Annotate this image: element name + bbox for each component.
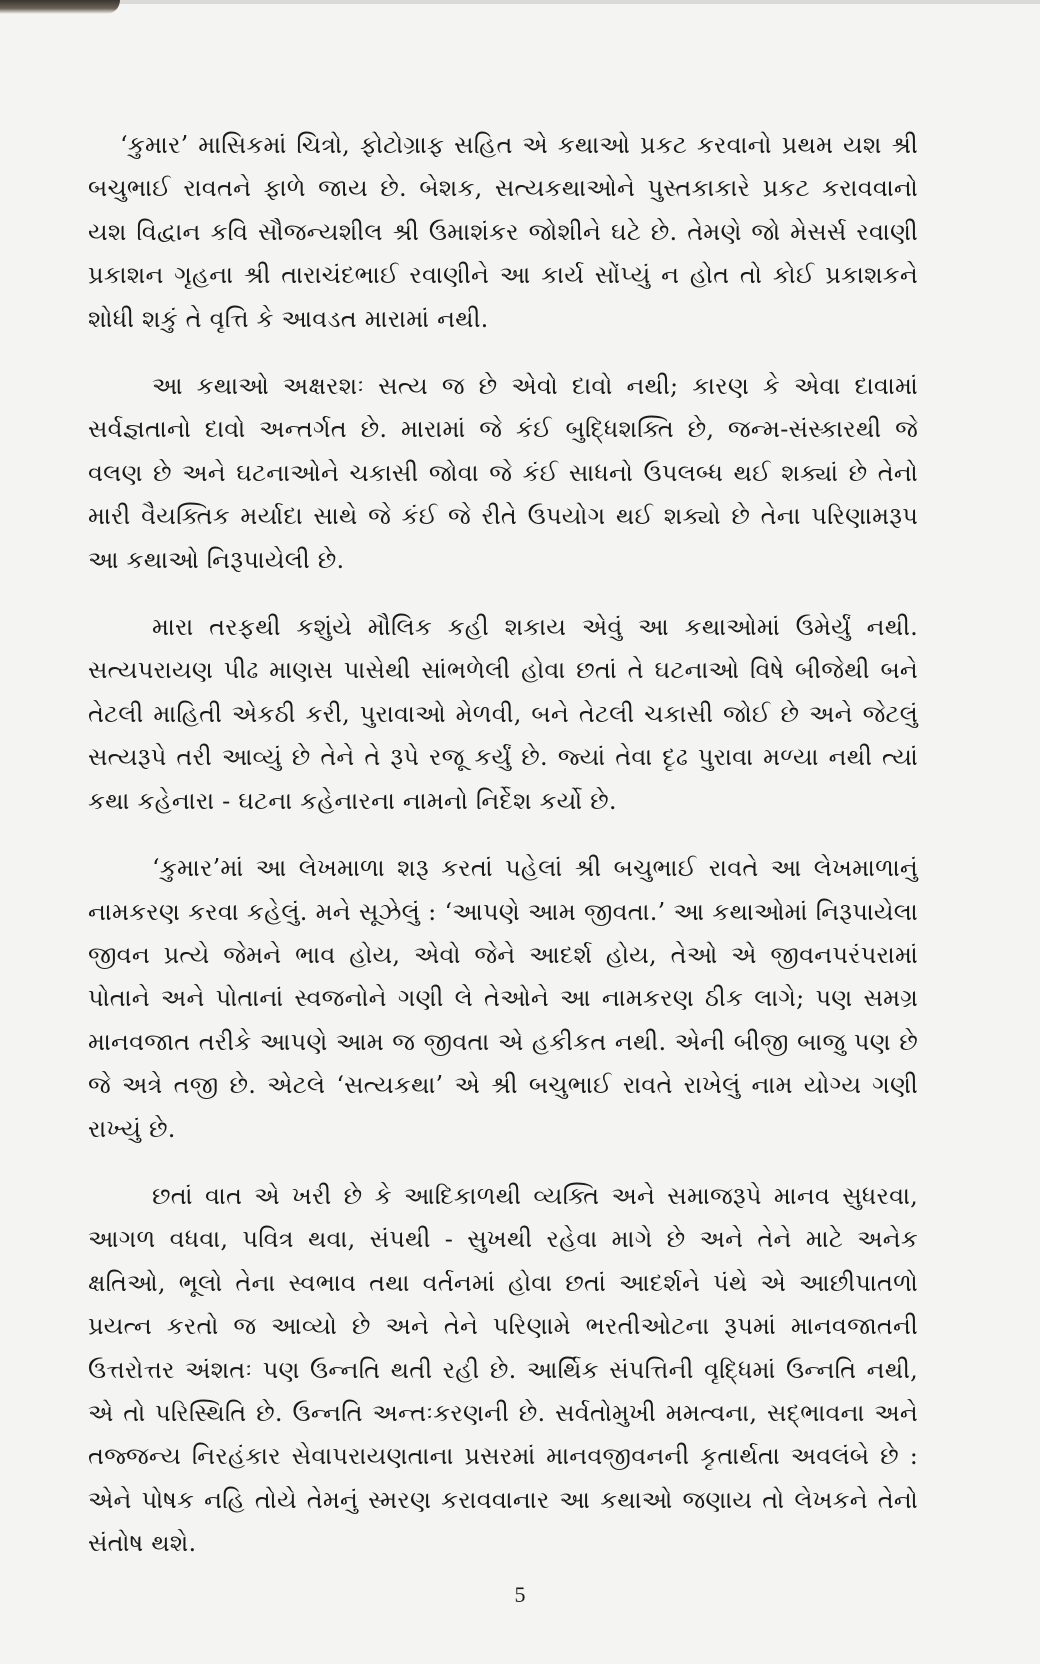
body-text [88, 124, 918, 1590]
paragraph-3: મારા તરફથી કશુંયે મૌલિક કહી શકાય એવું આ કથાઓમાં ઉમેર્યું નથી. સત્યપરાયણ પીઢ માણસ પાસેથી સાંભળેલી હોવા છતાં તે ઘટનાઓ વિષે બીજેથી બને તેટલી માહિતી એકઠી કરી, પુરાવાઓ મેળવી, બને તેટલી ચકાસી જોઈ છે અને જેટલું સત્યરૂપે તરી આવ્યું છે તેને તે રૂપે રજૂ કર્યું છે. જ્યાં તેવા દૃઢ પુરાવા મળ્યા નથી ત્યાં કથા કહેનારા - ઘટના કહેનારના નામનો નિર્દેશ કર્યો છે. [88, 613, 918, 815]
paragraph-2: આ કથાઓ અક્ષરશઃ સત્ય જ છે એવો દાવો નથી; કારણ કે એવા દાવામાં સર્વજ્ઞતાનો દાવો અન્તર્ગત છે. મારામાં જે કંઈ બુદ્ધિશક્તિ છે, જન્મ-સંસ્કારથી જે વલણ છે અને ઘટનાઓને ચકાસી જોવા જે કંઈ સાધનો ઉપલબ્ધ થઈ શક્યાં છે તેનો મારી વૈયક્તિક મર્યાદા સાથે જે કંઈ જે રીતે ઉપયોગ થઈ શક્યો છે તેના પરિણામરૂપ આ કથાઓ નિરૂપાયેલી છે. [88, 372, 918, 574]
paper-stain [0, 0, 120, 14]
paragraph-1: ‘કુમાર’ માસિકમાં ચિત્રો, ફોટોગ્રાફ સહિત એ કથાઓ પ્રકટ કરવાનો પ્રથમ યશ શ્રી બચુભાઈ રાવતને ફાળે જાય છે. બેશક, સત્યકથાઓને પુસ્તકાકારે પ્રકટ કરાવવાનો યશ વિદ્વાન કવિ સૌજન્યશીલ શ્રી ઉમાશંકર જોશીને ઘટે છે. તેમણે જો મેસર્સ રવાણી પ્રકાશન ગૃહના શ્રી તારાચંદભાઈ રવાણીને આ કાર્ય સોંપ્યું ન હોત તો કોઈ પ્રકાશકને શોધી શકું તે વૃત્તિ કે આવડત મારામાં નથી. [88, 131, 918, 333]
page-number: 5 [514, 1582, 526, 1607]
page-top-edge [0, 0, 1040, 4]
paragraph-4: ‘કુમાર’માં આ લેખમાળા શરૂ કરતાં પહેલાં શ્રી બચુભાઈ રાવતે આ લેખમાળાનું નામકરણ કરવા કહેલું. મને સૂઝેલું : ‘આપણે આમ જીવતા.’ આ કથાઓમાં નિરૂપાયેલા જીવન પ્રત્યે જેમને ભાવ હોય, એવો જેને આદર્શ હોય, તેઓ એ જીવનપરંપરામાં પોતાને અને પોતાનાં સ્વજનોને ગણી લે તેઓને આ નામકરણ ઠીક લાગે; પણ સમગ્ર માનવજાત તરીકે આપણે આમ જ જીવતા એ હકીકત નથી. એની બીજી બાજુ પણ છે જે અત્રે તજી છે. એટલે ‘સત્યકથા’ એ શ્રી બચુભાઈ રાવતે રાખેલું નામ યોગ્ય ગણી રાખ્યું છે. [88, 854, 918, 1143]
paragraph-5: છતાં વાત એ ખરી છે કે આદિકાળથી વ્યક્તિ અને સમાજરૂપે માનવ સુધરવા, આગળ વધવા, પવિત્ર થવા, સંપથી - સુખથી રહેવા માગે છે અને તેને માટે અનેક ક્ષતિઓ, ભૂલો તેના સ્વભાવ તથા વર્તનમાં હોવા છતાં આદર્શને પંથે એ આછીપાતળો પ્રયત્ન કરતો જ આવ્યો છે અને તેને પરિણામે ભરતીઓટના રૂપમાં માનવજાતની ઉત્તરોત્તર અંશતઃ પણ ઉન્નતિ થતી રહી છે. આર્થિક સંપત્તિની વૃદ્ધિમાં ઉન્નતિ નથી, એ તો પરિસ્થિતિ છે. ઉન્નતિ અન્તઃકરણની છે. સર્વતોમુખી મમત્વના, સદ્ભાવના અને તજ્જન્ય નિરહંકાર સેવાપરાયણતાના પ્રસરમાં માનવજીવનની કૃતાર્થતા અવલંબે છે : એને પોષક નહિ તોયે તેમનું સ્મરણ કરાવવાનાર આ કથાઓ જણાય તો લેખકને તેનો સંતોષ થશે. [88, 1181, 918, 1558]
